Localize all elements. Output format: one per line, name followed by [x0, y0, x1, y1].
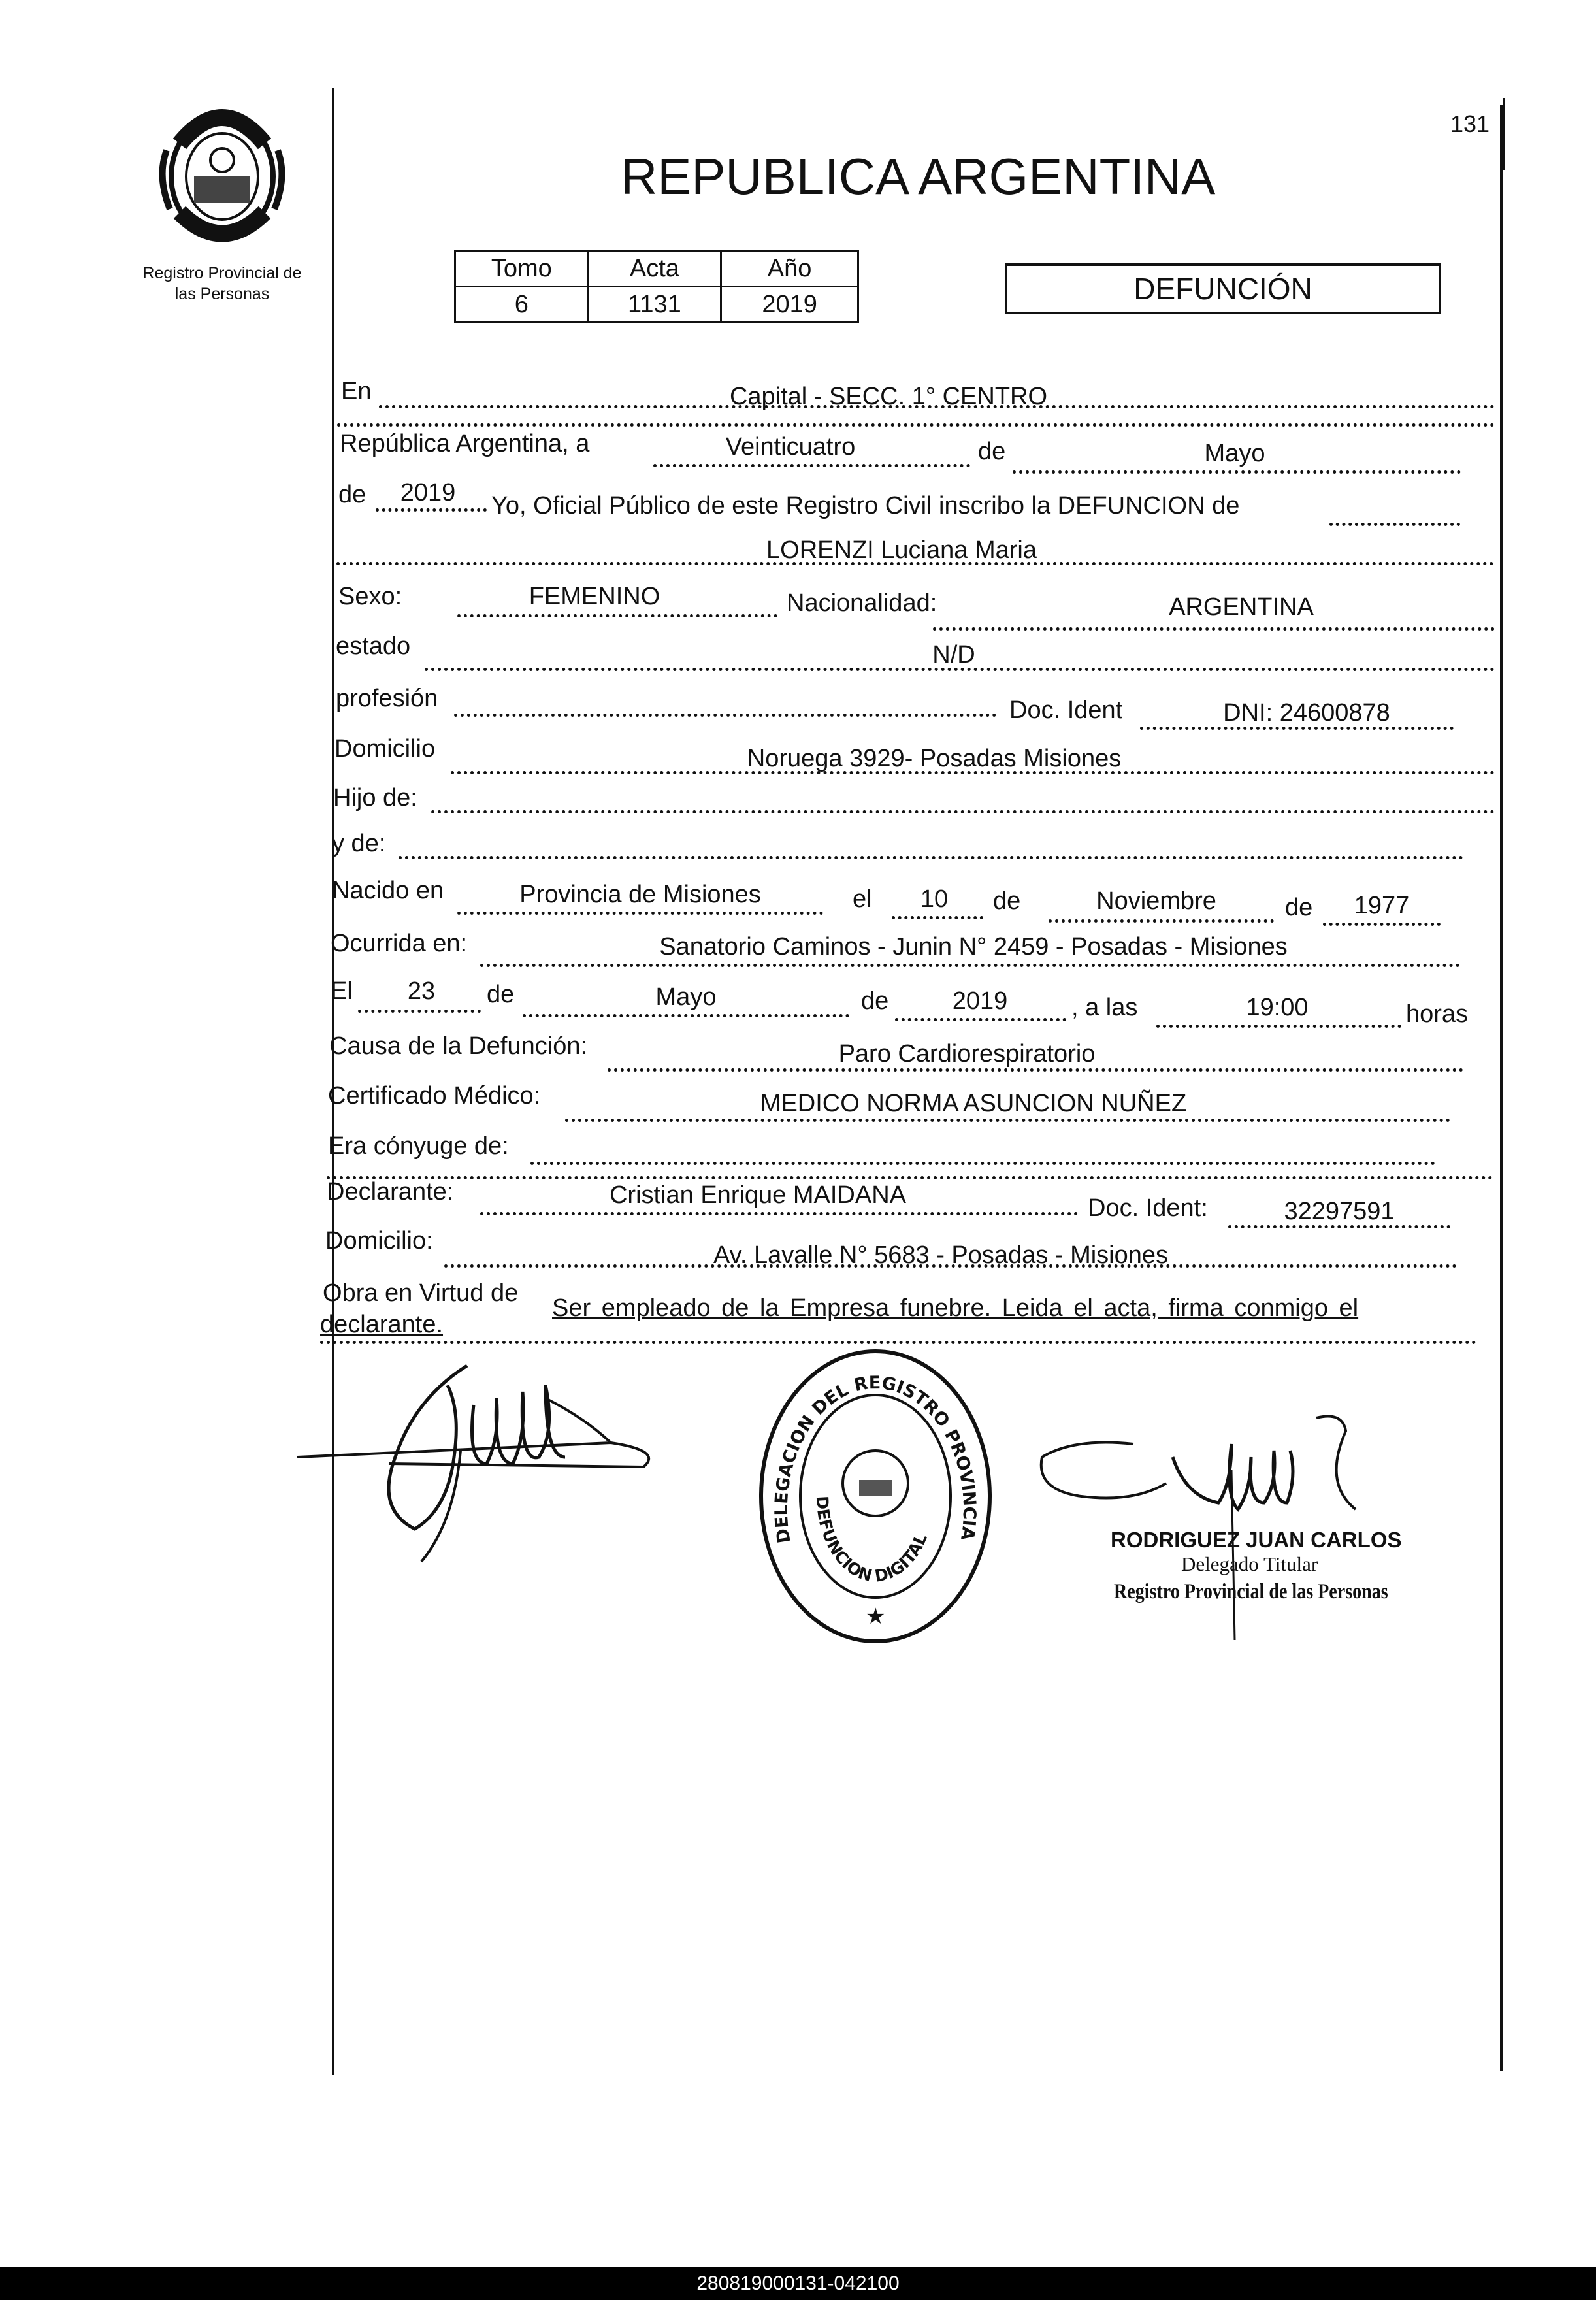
- death-month: Mayo: [655, 983, 717, 1011]
- month-text: Mayo: [1204, 440, 1265, 467]
- birth-year: 1977: [1354, 892, 1410, 919]
- table-value-acta: 1131: [588, 287, 721, 323]
- deceased-name: LORENZI Luciana Maria: [766, 536, 1037, 564]
- doc-label: Doc. Ident: [1009, 697, 1123, 724]
- birth-year-dots: [1323, 923, 1441, 926]
- el2-label: El: [331, 978, 353, 1005]
- declarante-label: Declarante:: [327, 1178, 454, 1206]
- stamp-inner-text: DEFUNCION DIGITAL: [812, 1495, 931, 1586]
- birth-day: 10: [920, 885, 949, 913]
- table-header-acta: Acta: [588, 251, 721, 287]
- estado-value: N/D: [932, 641, 975, 668]
- domicilio2-dots: [444, 1264, 1457, 1268]
- republica-label: República Argentina, a: [340, 430, 590, 457]
- birth-month: Noviembre: [1096, 887, 1216, 915]
- conyuge-dots: [530, 1162, 1435, 1165]
- birth-month-dots: [1049, 919, 1274, 923]
- obra-dots: [320, 1341, 1476, 1344]
- death-month-dots: [523, 1014, 849, 1017]
- table-header-tomo: Tomo: [455, 251, 589, 287]
- birth-day-dots: [892, 916, 983, 919]
- sexo-label: Sexo:: [338, 583, 402, 610]
- profesion-label: profesión: [336, 685, 438, 712]
- domicilio-dots: [451, 771, 1495, 774]
- act-type-label: DEFUNCIÓN: [1133, 272, 1312, 306]
- official-title: Delegado Titular: [1181, 1552, 1318, 1575]
- doc2-value: 32297591: [1284, 1198, 1395, 1225]
- svg-text:★: ★: [866, 1603, 886, 1630]
- nacionalidad-label: Nacionalidad:: [787, 589, 937, 617]
- obra-text: Ser empleado de la Empresa funebre. Leida el acta, firma conmigo el: [552, 1294, 1359, 1322]
- horas-label: horas: [1406, 1000, 1469, 1028]
- doc2-dots: [1228, 1225, 1450, 1228]
- de3-label: de: [487, 981, 515, 1008]
- stamp-outer-text: DELEGACION DEL REGISTRO PROVINCIA: [771, 1373, 980, 1545]
- de1-label: de: [993, 887, 1021, 915]
- hijo-label: Hijo de:: [333, 784, 417, 812]
- inscribo-text: Yo, Oficial Público de este Registro Civil inscribo la DEFUNCION de: [491, 492, 1240, 519]
- obra-label: Obra en Virtud de: [323, 1279, 519, 1307]
- table-value-tomo: 6: [455, 287, 589, 323]
- de4-label: de: [861, 987, 889, 1015]
- obra-text2: declarante.: [320, 1311, 444, 1338]
- profesion-dots: [454, 714, 996, 717]
- declarante-value: Cristian Enrique MAIDANA: [609, 1181, 907, 1209]
- registry-name-line1: Registro Provincial de: [142, 264, 302, 282]
- registry-stamp: [755, 1346, 996, 1647]
- y-de-label: y de:: [332, 830, 386, 857]
- el-label: el: [853, 885, 872, 913]
- de-label: de: [978, 438, 1006, 465]
- registry-name-line2: las Personas: [174, 285, 270, 303]
- death-year-dots: [895, 1018, 1066, 1021]
- en-value: Capital - SECC. 1° CENTRO: [729, 383, 1048, 410]
- province-seal-logo: [154, 98, 291, 248]
- doc-value: DNI: 24600878: [1223, 699, 1390, 727]
- sexo-value: FEMENINO: [529, 583, 660, 610]
- nacionalidad-dots: [933, 627, 1495, 631]
- death-day-dots: [358, 1010, 481, 1013]
- domicilio2-value: Av. Lavalle N° 5683 - Posadas - Misiones: [713, 1241, 1169, 1269]
- document-code: 280819000131-042100: [696, 2273, 900, 2294]
- inscribo-dots: [1329, 523, 1460, 526]
- estado-label: estado: [336, 632, 411, 660]
- registry-table: [454, 250, 859, 323]
- page-number: 131: [1450, 110, 1490, 137]
- y-de-dots: [399, 856, 1463, 859]
- year-dots: [376, 508, 487, 512]
- nacido-value: Provincia de Misiones: [519, 881, 761, 908]
- official-name: RODRIGUEZ JUAN CARLOS: [1111, 1528, 1402, 1552]
- document-code-footer: [0, 2267, 1596, 2300]
- hijo-dots: [431, 810, 1495, 813]
- day-dots: [653, 464, 970, 467]
- ocurrida-label: Ocurrida en:: [331, 930, 468, 957]
- table-header-ano: Año: [721, 251, 858, 287]
- year-label: de: [338, 481, 366, 508]
- causa-dots: [608, 1068, 1463, 1072]
- country-title: REPUBLICA ARGENTINA: [621, 148, 1216, 205]
- year-value: 2019: [400, 479, 456, 506]
- declarant-signature: [297, 1359, 689, 1568]
- nacido-label: Nacido en: [332, 877, 444, 904]
- en-under-line: [337, 423, 1495, 427]
- ocurrida-value: Sanatorio Caminos - Junin N° 2459 - Posadas - Misiones: [659, 933, 1288, 961]
- death-time: 19:00: [1246, 994, 1309, 1021]
- day-text: Veinticuatro: [725, 433, 856, 461]
- svg-text:DEFUNCION DIGITAL: [813, 1496, 931, 1586]
- en-label: En: [341, 378, 372, 405]
- domicilio-label: Domicilio: [334, 735, 436, 763]
- act-type-box: [1005, 263, 1441, 314]
- domicilio2-label: Domicilio:: [325, 1227, 433, 1255]
- nacionalidad-value: ARGENTINA: [1169, 593, 1314, 621]
- official-registry: Registro Provincial de las Personas: [1114, 1580, 1388, 1603]
- death-year: 2019: [952, 987, 1008, 1015]
- official-signature: [1035, 1405, 1401, 1640]
- certificado-value: MEDICO NORMA ASUNCION NUÑEZ: [760, 1090, 1187, 1117]
- nacido-dots: [457, 912, 823, 915]
- domicilio-value: Noruega 3929- Posadas Misiones: [747, 745, 1122, 772]
- declarante-dots: [480, 1212, 1078, 1215]
- left-margin-line: [332, 88, 334, 2075]
- conyuge-label: Era cónyuge de:: [328, 1132, 509, 1160]
- certificado-dots: [565, 1119, 1450, 1122]
- table-value-ano: 2019: [721, 287, 858, 323]
- month-dots: [1013, 470, 1461, 474]
- sexo-dots: [457, 614, 777, 617]
- doc-dots: [1140, 727, 1454, 730]
- alas-label: , a las: [1071, 994, 1138, 1021]
- declarante-top-dots: [327, 1176, 1493, 1179]
- de2-label: de: [1285, 894, 1313, 921]
- ocurrida-dots: [480, 964, 1460, 967]
- certificado-label: Certificado Médico:: [328, 1082, 541, 1109]
- doc2-label: Doc. Ident:: [1088, 1194, 1208, 1222]
- causa-label: Causa de la Defunción:: [329, 1032, 588, 1060]
- estado-dots: [425, 668, 1495, 671]
- registry-name: [114, 263, 330, 304]
- causa-value: Paro Cardiorespiratorio: [838, 1040, 1096, 1068]
- right-edge-mark: [1503, 98, 1505, 170]
- deceased-name-dots: [336, 562, 1494, 565]
- death-time-dots: [1156, 1025, 1401, 1028]
- death-day: 23: [407, 978, 436, 1005]
- right-margin-line: [1500, 105, 1503, 2071]
